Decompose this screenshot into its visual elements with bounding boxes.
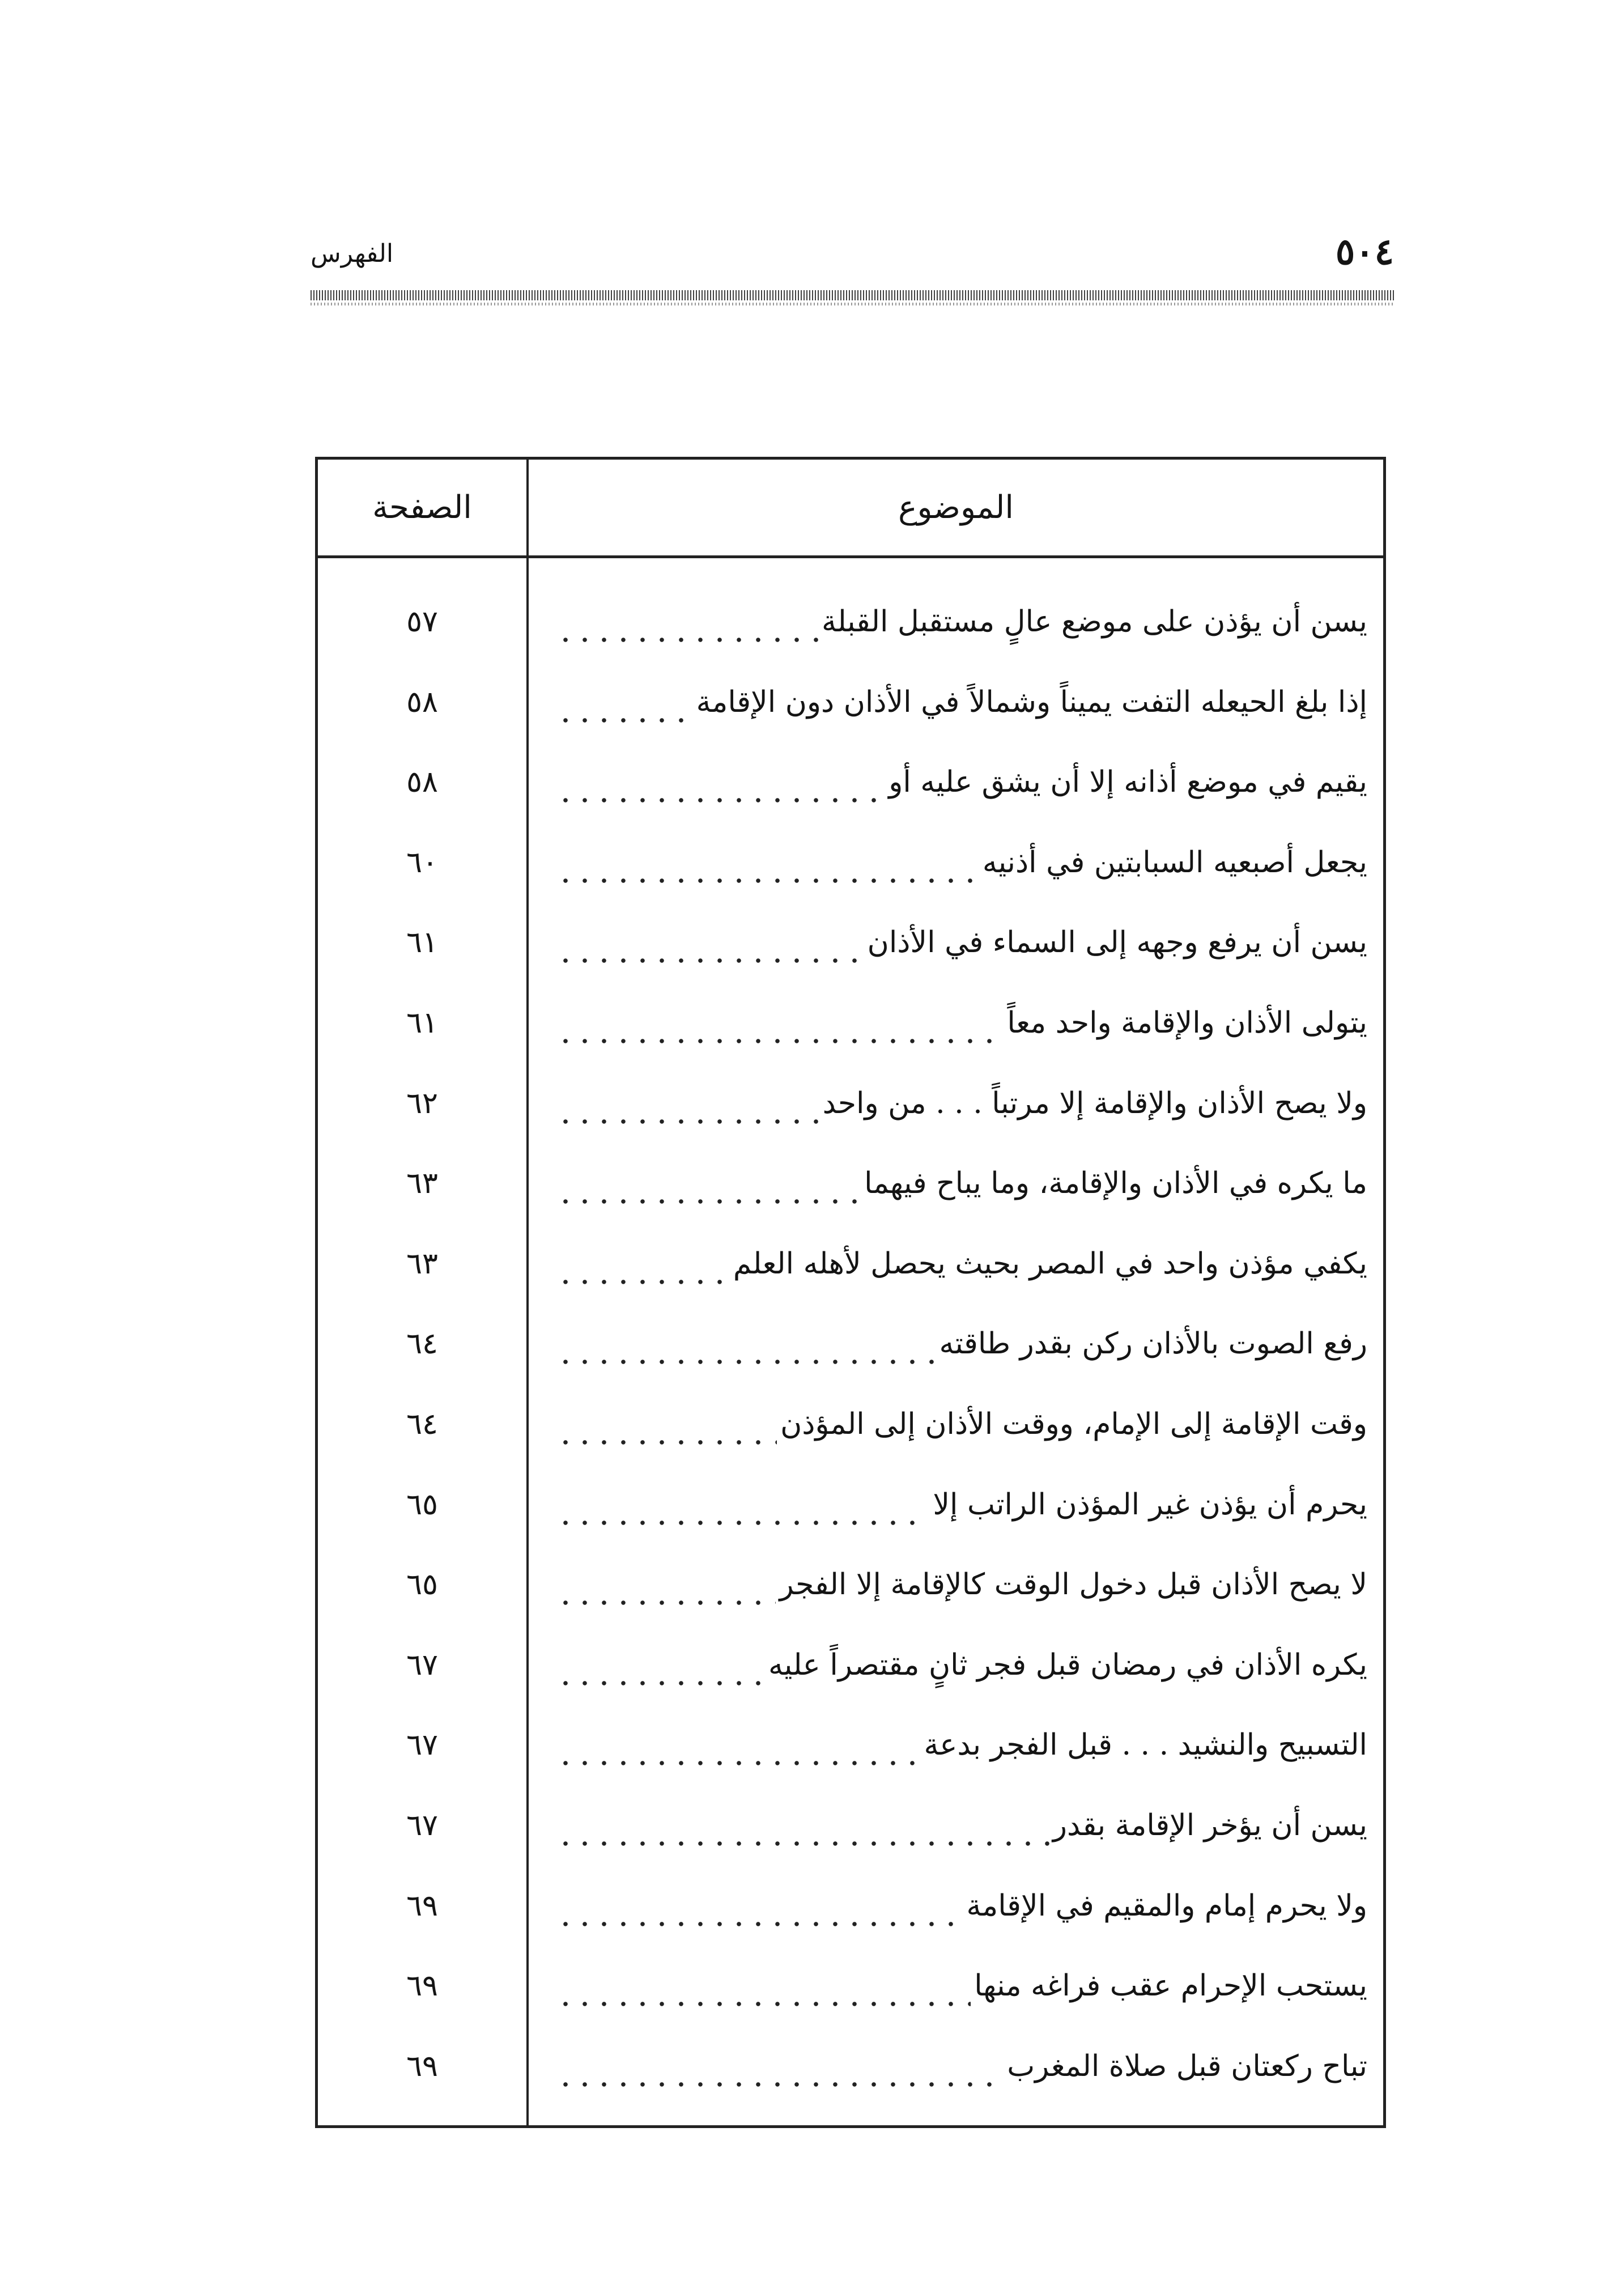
topic-text: لا يصح الأذان قبل دخول الوقت كالإقامة إلا الفجر [779, 1568, 1367, 1602]
topic-text: تباح ركعتان قبل صلاة المغرب [1007, 2049, 1367, 2083]
table-row [318, 582, 1383, 663]
row-topic-cell [556, 1064, 1367, 1144]
row-topic-cell [556, 582, 1367, 663]
topic-text: ولا يحرم إمام والمقيم في الإقامة [966, 1888, 1367, 1923]
table-row [318, 1786, 1383, 1866]
table-row [318, 1705, 1383, 1786]
page-reference: ٦٣ [406, 1166, 438, 1201]
dot-leader [556, 1304, 936, 1385]
dot-leader [556, 983, 1004, 1064]
topic-text: يتولى الأذان والإقامة واحد معاً [1007, 1005, 1367, 1040]
dot-leader [556, 1625, 765, 1706]
page-reference: ٦١ [406, 925, 438, 960]
row-topic-cell [556, 1545, 1367, 1625]
index-table [315, 457, 1386, 2128]
page-reference: ٦٧ [406, 1728, 438, 1763]
page-reference: ٦٩ [406, 1969, 438, 2003]
table-row [318, 1625, 1383, 1706]
topic-text: يجعل أصبعيه السبابتين في أذنيه [982, 845, 1367, 880]
row-topic-cell [556, 903, 1367, 983]
row-topic-cell [556, 983, 1367, 1064]
topic-text: رفع الصوت بالأذان ركن بقدر طاقته [939, 1327, 1367, 1361]
topic-text: ما يكره في الأذان والإقامة، وما يباح فيهما [864, 1166, 1367, 1201]
dot-leader [556, 1144, 861, 1224]
page-reference: ٦٩ [406, 1888, 438, 1923]
dot-leader [556, 2027, 1004, 2107]
row-topic-cell [556, 823, 1367, 903]
dot-leader [556, 1705, 920, 1786]
topic-text: يكره الأذان في رمضان قبل فجر ثانٍ مقتصراً عليه [768, 1647, 1367, 1682]
dot-leader [556, 823, 979, 903]
table-row [318, 823, 1383, 903]
page-reference: ٦٩ [406, 2049, 438, 2083]
page-reference: ٥٨ [406, 765, 438, 800]
row-topic-cell [556, 742, 1367, 823]
table-row [318, 1064, 1383, 1144]
dot-leader [556, 663, 693, 743]
topic-text: يحرم أن يؤذن غير المؤذن الراتب إلا [933, 1487, 1367, 1522]
table-row [318, 2027, 1383, 2107]
dot-leader [556, 582, 818, 663]
table-row [318, 1946, 1383, 2027]
table-row [318, 1465, 1383, 1545]
topic-text: إذا بلغ الحيعله التفت يميناً وشمالاً في الأذان دون الإقامة [696, 685, 1367, 719]
dot-leader [556, 1786, 1049, 1866]
table-body [318, 582, 1383, 2107]
page-reference: ٥٧ [406, 605, 438, 639]
row-topic-cell [556, 1304, 1367, 1385]
topic-text: التسبيح والنشيد . . . قبل الفجر بدعة [924, 1728, 1367, 1763]
header-rule [311, 290, 1394, 300]
dot-leader [556, 1465, 929, 1545]
page-reference: ٦٥ [406, 1487, 438, 1522]
dot-leader [556, 1946, 971, 2027]
page-reference: ٦٤ [406, 1407, 438, 1441]
table-row [318, 1224, 1383, 1305]
topic-text: وقت الإقامة إلى الإمام، ووقت الأذان إلى المؤذن [780, 1407, 1367, 1441]
page-reference: ٦٠ [406, 845, 438, 880]
dot-leader [556, 1064, 819, 1144]
running-title: الفهرس [311, 239, 394, 268]
dot-leader [556, 1866, 963, 1947]
table-header-row [318, 460, 1383, 558]
table-row [318, 903, 1383, 983]
row-topic-cell [556, 1705, 1367, 1786]
column-header-page: الصفحة [372, 489, 472, 526]
table-row [318, 1866, 1383, 1947]
page-header [311, 227, 1394, 289]
column-header-topic: الموضوع [898, 489, 1014, 526]
topic-text: يقيم في موضع أذانه إلا أن يشق عليه أو [888, 765, 1367, 800]
row-topic-cell [556, 1144, 1367, 1224]
topic-text: يكفي مؤذن واحد في المصر بحيث يحصل لأهله العلم [733, 1246, 1367, 1281]
page-reference: ٦٧ [406, 1647, 438, 1682]
table-row [318, 663, 1383, 743]
table-row [318, 1304, 1383, 1385]
dot-leader [556, 903, 864, 983]
row-topic-cell [556, 2027, 1367, 2107]
row-topic-cell [556, 1224, 1367, 1305]
dot-leader [556, 1545, 776, 1625]
topic-text: ولا يصح الأذان والإقامة إلا مرتباً . . . من واحد [822, 1086, 1367, 1120]
table-row [318, 983, 1383, 1064]
page-reference: ٥٨ [406, 685, 438, 719]
page-reference: ٦١ [406, 1005, 438, 1040]
dot-leader [556, 1385, 777, 1465]
row-topic-cell [556, 1385, 1367, 1465]
table-row [318, 1385, 1383, 1465]
topic-text: يسن أن يرفع وجهه إلى السماء في الأذان [867, 925, 1367, 960]
topic-text: يسن أن يؤذن على موضع عالٍ مستقبل القبلة [822, 605, 1367, 639]
row-topic-cell [556, 1786, 1367, 1866]
table-row [318, 742, 1383, 823]
dot-leader [556, 742, 885, 823]
table-row [318, 1545, 1383, 1625]
row-topic-cell [556, 1866, 1367, 1947]
row-topic-cell [556, 1946, 1367, 2027]
page-reference: ٦٣ [406, 1246, 438, 1281]
page-reference: ٦٥ [406, 1568, 438, 1602]
topic-text: يستحب الإحرام عقب فراغه منها [974, 1969, 1367, 2003]
page-reference: ٦٤ [406, 1327, 438, 1361]
row-topic-cell [556, 663, 1367, 743]
table-row [318, 1144, 1383, 1224]
dot-leader [556, 1224, 730, 1305]
row-topic-cell [556, 1465, 1367, 1545]
topic-text: يسن أن يؤخر الإقامة بقدر [1052, 1808, 1367, 1842]
page-reference: ٦٢ [406, 1086, 438, 1120]
page-reference: ٦٧ [406, 1808, 438, 1842]
row-topic-cell [556, 1625, 1367, 1706]
page-number: ٥٠٤ [1335, 231, 1394, 273]
